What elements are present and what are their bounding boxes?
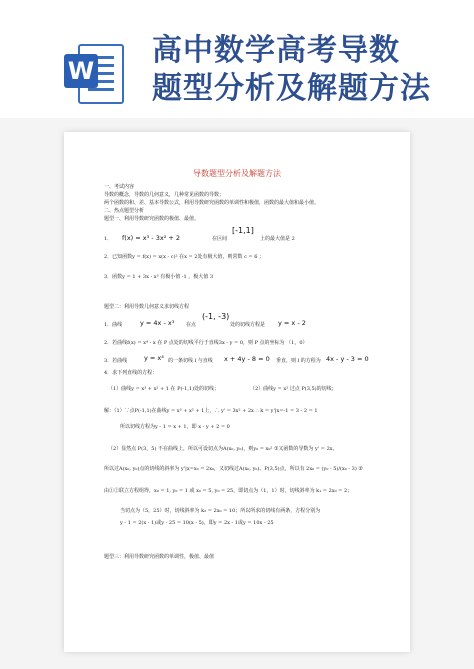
formula: [-1,1] [232, 226, 254, 235]
formula: 4x - y - 3 = 0 [326, 355, 369, 363]
text-line: y - 1 = 2(x - 1)或y - 25 = 10(x - 5)，即y = 2x - 1或y = 10x - 25 [120, 520, 274, 526]
banner [0, 0, 474, 118]
section-heading: 一、考试内容 [104, 184, 135, 190]
document-title: 导数题型分析及解题方法 [193, 169, 281, 178]
title-line-2: 题型分析及解题方法 [152, 71, 431, 106]
text-line: 两个函数的和、差、基本导数公式，利用导数研究函数的单调性和极值，函数的最大值和最小值。 [104, 200, 320, 206]
document-page [64, 132, 410, 652]
title-line-1: 高中数学高考导数 [152, 33, 400, 68]
word-document-icon [64, 40, 124, 104]
formula: y = x⁴ [144, 354, 164, 362]
text-line: 在区间 [212, 236, 228, 242]
formula: y = 4x - x³ [140, 319, 175, 327]
text-line: 所以切线方程为y - 1 = x + 1，即 x - y + 2 = 0 [120, 424, 230, 430]
text-line: 由①②联立方程组得，x₀ = 1, y₀ = 1 或 x₀ = 5, y₀ = 25，即切点为（1，1）时，切线斜率为 k₁ = 2x₀ = 2； [104, 488, 353, 494]
page-title [152, 32, 462, 108]
text-line: 在点 [186, 322, 197, 328]
text-line: （2）显然点 P(3，5) 不在曲线上，所以可设切点为A(x₀, y₀)，则y₀ = x₀² ①又函数的导数为 y' = 2x， [108, 446, 338, 452]
text-line: 题型一、利用导数研究函数的极值、最值。 [104, 216, 200, 222]
formula: (-1, -3) [202, 312, 230, 321]
text-line: （1）曲线y = x³ + x² + 1 在 P(-1,1)处的切线； [108, 386, 220, 392]
question-number: 3．若曲线 [104, 358, 128, 364]
text-line: 2．若曲线f(x) = x⁴ - x 在 P 点处的切线平行于直线3x - y = 0，则 P 点的坐标为 （1，0） [104, 340, 308, 346]
text-line: 处的切线方程是 [230, 322, 266, 328]
section-heading: 题型二：利用导数几何意义求切线方程 [104, 304, 190, 310]
text-line: 垂直，则 l 的方程为 [276, 358, 321, 364]
text-line: 导数的概念，导数的几何意义，几种常见函数的导数； [104, 192, 225, 198]
question-number: 1． [104, 236, 113, 242]
text-line: 当切点为（5，25）时，切线斜率为 k₂ = 2x₀ = 10；所以所求的切线有两条，方程分别为 [120, 508, 321, 514]
text-line: 3．函数y = 1 + 3x - x³ 有极小值 -1 ，极大值 3 [104, 274, 214, 280]
formula: y = x - 2 [278, 319, 306, 327]
word-logo-letter: W [64, 54, 98, 88]
formula: x + 4y - 8 = 0 [224, 355, 270, 363]
text-line: （2）曲线y = x² 过点 P(3,5)的切线； [250, 386, 337, 392]
text-line: 上的最大值是 2 [260, 236, 295, 242]
text-line: 解：（1）∵点P(-1,1)在曲线y = x³ + x² + 1上，∴ y' = 3x² + 2x ∴ k = y'|x=-1 = 3 - 2 = 1 [104, 408, 318, 414]
text-line: 所以过A(x₀, y₀)点的切线的斜率为 y'|x=x₀ = 2x₀，又切线过A(x₀, y₀)、P(3,5)点，所以有 2x₀ = (y₀ - 5)/(x₀ - 3) ② [104, 466, 363, 472]
section-heading: 二、热点题型分析 [104, 208, 145, 214]
section-heading: 题型三：利用导数研究函数的单调性，极值、最值 [104, 554, 215, 560]
text-line: 的一条切线 l 与直线 [168, 358, 213, 364]
formula: f(x) = x³ - 3x² + 2 [122, 234, 181, 242]
text-line: 4．求下列直线的方程： [104, 370, 158, 376]
text-line: 2．已知函数y = f(x) = x(x - c)² 在x = 2处有极大值，则常数 c = 6 ； [104, 254, 265, 260]
question-number: 1．曲线 [104, 322, 123, 328]
